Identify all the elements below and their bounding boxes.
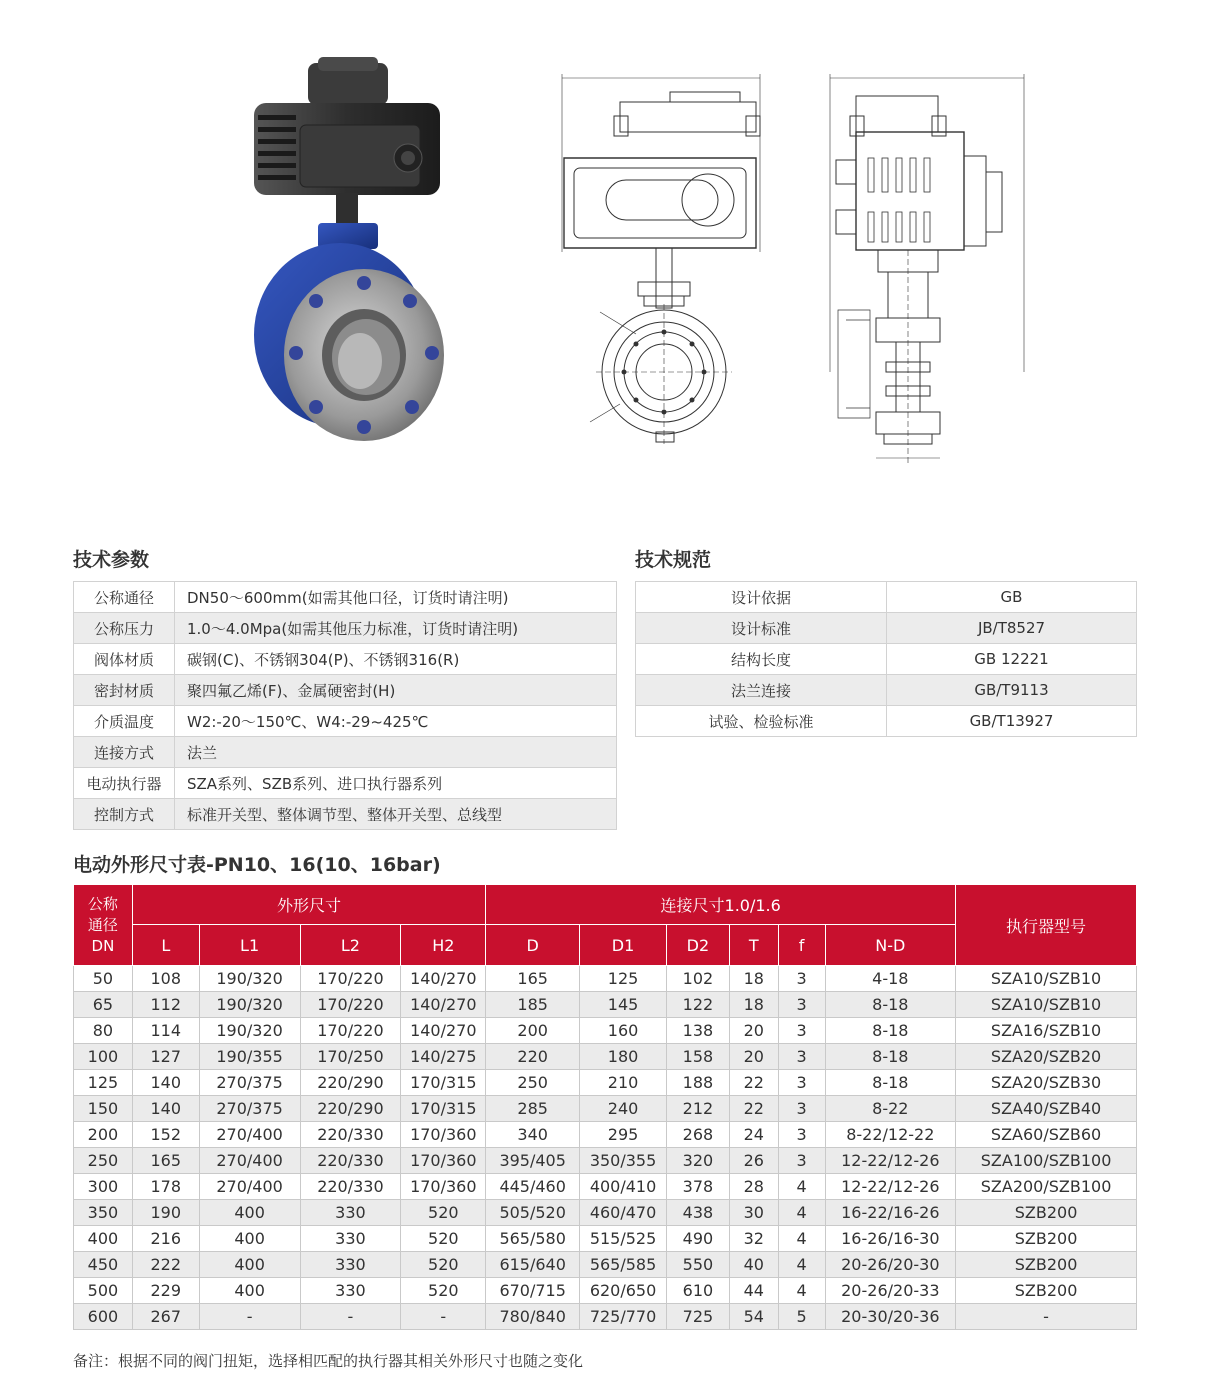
dimension-cell: 190/320: [199, 1018, 300, 1044]
dimension-cell: 12-22/12-26: [825, 1174, 956, 1200]
dimension-cell: 140/270: [401, 992, 486, 1018]
dn-cell: 80: [74, 1018, 133, 1044]
dimension-cell: 44: [729, 1278, 778, 1304]
table-row: [74, 768, 617, 799]
dimension-cell: 112: [132, 992, 199, 1018]
dimension-cell: 212: [667, 1096, 730, 1122]
actuator-model-cell: SZA20/SZB30: [956, 1070, 1137, 1096]
param-key: 阀体材质: [74, 644, 175, 675]
param-key: 连接方式: [74, 737, 175, 768]
dimension-cell: 550: [667, 1252, 730, 1278]
dimension-cell: 4: [778, 1200, 825, 1226]
table-row: [636, 613, 1137, 644]
param-key: 电动执行器: [74, 768, 175, 799]
table-row: [74, 644, 617, 675]
dn-cell: 100: [74, 1044, 133, 1070]
dn-cell: 125: [74, 1070, 133, 1096]
dimension-cell: 445/460: [486, 1174, 580, 1200]
dimension-cell: 8-18: [825, 992, 956, 1018]
dn-cell: 250: [74, 1148, 133, 1174]
dimension-cell: 210: [580, 1070, 667, 1096]
dimension-cell: 18: [729, 992, 778, 1018]
dimension-cell: 3: [778, 1122, 825, 1148]
dimension-cell: 285: [486, 1096, 580, 1122]
dimension-cell: 460/470: [580, 1200, 667, 1226]
dimension-cell: 170/360: [401, 1148, 486, 1174]
dimensions-table: [73, 884, 1137, 1330]
dimension-cell: 20: [729, 1044, 778, 1070]
table-row: [74, 1122, 1137, 1148]
dimension-cell: 330: [300, 1252, 401, 1278]
dimension-cell: 140/275: [401, 1044, 486, 1070]
dimension-cell: 102: [667, 966, 730, 992]
dimension-cell: 400: [199, 1226, 300, 1252]
dn-cell: 500: [74, 1278, 133, 1304]
dn-cell: 50: [74, 966, 133, 992]
param-value: 聚四氟乙烯(F)、金属硬密封(H): [175, 675, 617, 706]
dimension-cell: 30: [729, 1200, 778, 1226]
table-row: [74, 706, 617, 737]
dimension-cell: 170/220: [300, 992, 401, 1018]
dimension-cell: 4: [778, 1252, 825, 1278]
dimension-cell: 3: [778, 966, 825, 992]
norm-key: 设计依据: [636, 582, 887, 613]
actuator-model-cell: SZA100/SZB100: [956, 1148, 1137, 1174]
param-value: 法兰: [175, 737, 617, 768]
table-row: [636, 706, 1137, 737]
dimension-cell: 240: [580, 1096, 667, 1122]
dimension-cell: 16-22/16-26: [825, 1200, 956, 1226]
dimension-cell: 520: [401, 1252, 486, 1278]
param-value: SZA系列、SZB系列、进口执行器系列: [175, 768, 617, 799]
dimension-cell: 515/525: [580, 1226, 667, 1252]
actuator-model-cell: SZA10/SZB10: [956, 992, 1137, 1018]
dimension-cell: 170/315: [401, 1096, 486, 1122]
norm-value: JB/T8527: [887, 613, 1137, 644]
dimension-cell: 140: [132, 1096, 199, 1122]
table-row: [74, 1096, 1137, 1122]
dimension-cell: -: [199, 1304, 300, 1330]
dimension-cell: 220/290: [300, 1070, 401, 1096]
actuator-model-cell: SZB200: [956, 1252, 1137, 1278]
front-view-drawing: [560, 72, 765, 444]
dimension-cell: 170/315: [401, 1070, 486, 1096]
dimension-cell: 165: [132, 1148, 199, 1174]
dimension-cell: 250: [486, 1070, 580, 1096]
dimension-cell: 190/355: [199, 1044, 300, 1070]
dimension-cell: 267: [132, 1304, 199, 1330]
dimension-cell: 8-22: [825, 1096, 956, 1122]
dimension-cell: 330: [300, 1226, 401, 1252]
norm-key: 设计标准: [636, 613, 887, 644]
dimension-cell: 268: [667, 1122, 730, 1148]
dimension-cell: 565/585: [580, 1252, 667, 1278]
dimension-cell: 350/355: [580, 1148, 667, 1174]
dimension-cell: 5: [778, 1304, 825, 1330]
column-header: N-D: [825, 925, 956, 966]
dimension-cell: 438: [667, 1200, 730, 1226]
footnote: 备注：根据不同的阀门扭矩，选择相匹配的执行器其相关外形尺寸也随之变化: [73, 1352, 584, 1370]
param-value: 1.0～4.0Mpa(如需其他压力标准，订货时请注明): [175, 613, 617, 644]
dimension-cell: 400/410: [580, 1174, 667, 1200]
dimension-cell: 330: [300, 1278, 401, 1304]
dimension-cell: 725: [667, 1304, 730, 1330]
dimension-cell: 170/220: [300, 966, 401, 992]
column-header: f: [778, 925, 825, 966]
actuator-model-cell: -: [956, 1304, 1137, 1330]
dimension-cell: 520: [401, 1226, 486, 1252]
dimension-cell: 4: [778, 1278, 825, 1304]
valve-product-photo: [248, 55, 448, 445]
params-table: [73, 581, 617, 830]
table-row: [74, 1174, 1137, 1200]
column-header: H2: [401, 925, 486, 966]
dimension-cell: 222: [132, 1252, 199, 1278]
dimension-cell: 400: [199, 1200, 300, 1226]
table-row: [636, 582, 1137, 613]
dimension-cell: 3: [778, 1148, 825, 1174]
dimension-cell: 16-26/16-30: [825, 1226, 956, 1252]
param-value: 标准开关型、整体调节型、整体开关型、总线型: [175, 799, 617, 830]
dimension-cell: 220/330: [300, 1174, 401, 1200]
dimension-cell: 200: [486, 1018, 580, 1044]
dimension-cell: 220/330: [300, 1148, 401, 1174]
dimensions-table-body: [74, 966, 1137, 1330]
dimension-cell: 4: [778, 1174, 825, 1200]
dimension-cell: 270/375: [199, 1070, 300, 1096]
column-header: D2: [667, 925, 730, 966]
table-row: [74, 1252, 1137, 1278]
dimension-cell: 170/220: [300, 1018, 401, 1044]
actuator-model-cell: SZA10/SZB10: [956, 966, 1137, 992]
dimension-cell: 8-18: [825, 1018, 956, 1044]
dimension-cell: 138: [667, 1018, 730, 1044]
dimension-cell: 8-18: [825, 1070, 956, 1096]
param-key: 公称压力: [74, 613, 175, 644]
dimension-cell: 725/770: [580, 1304, 667, 1330]
table-row: [74, 582, 617, 613]
dn-cell: 300: [74, 1174, 133, 1200]
dimension-cell: 378: [667, 1174, 730, 1200]
param-key: 密封材质: [74, 675, 175, 706]
actuator-model-cell: SZB200: [956, 1278, 1137, 1304]
dimension-cell: 26: [729, 1148, 778, 1174]
dimension-cell: 24: [729, 1122, 778, 1148]
dimension-cell: 152: [132, 1122, 199, 1148]
dimension-cell: 28: [729, 1174, 778, 1200]
dimension-cell: 158: [667, 1044, 730, 1070]
dimension-cell: 270/400: [199, 1122, 300, 1148]
dimension-cell: 20-30/20-36: [825, 1304, 956, 1330]
actuator-model-cell: SZA60/SZB60: [956, 1122, 1137, 1148]
dn-header-line: DN: [91, 936, 115, 955]
dimension-cell: 140/270: [401, 966, 486, 992]
param-key: 介质温度: [74, 706, 175, 737]
dimension-cell: 190/320: [199, 992, 300, 1018]
dimension-cell: 178: [132, 1174, 199, 1200]
norm-value: GB/T13927: [887, 706, 1137, 737]
dn-cell: 200: [74, 1122, 133, 1148]
dimension-cell: 270/400: [199, 1148, 300, 1174]
dimension-cell: 220: [486, 1044, 580, 1070]
dimension-cell: 145: [580, 992, 667, 1018]
dimension-cell: 270/400: [199, 1174, 300, 1200]
actuator-model-cell: SZA200/SZB100: [956, 1174, 1137, 1200]
dimension-cell: 32: [729, 1226, 778, 1252]
param-value: W2:-20～150℃、W4:-29~425℃: [175, 706, 617, 737]
dimension-cell: 160: [580, 1018, 667, 1044]
norms-table: [635, 581, 1137, 737]
dimension-cell: 170/250: [300, 1044, 401, 1070]
dimension-cell: 190: [132, 1200, 199, 1226]
dimension-cell: 188: [667, 1070, 730, 1096]
actuator-model-cell: SZB200: [956, 1226, 1137, 1252]
dimension-cell: 220/290: [300, 1096, 401, 1122]
dimension-cell: 3: [778, 992, 825, 1018]
dn-cell: 350: [74, 1200, 133, 1226]
dimension-cell: 220/330: [300, 1122, 401, 1148]
dimension-cell: 520: [401, 1278, 486, 1304]
dimension-cell: 40: [729, 1252, 778, 1278]
column-header: D: [486, 925, 580, 966]
param-value: 碳钢(C)、不锈钢304(P)、不锈钢316(R): [175, 644, 617, 675]
dimension-cell: 108: [132, 966, 199, 992]
dimension-cell: 127: [132, 1044, 199, 1070]
column-header: D1: [580, 925, 667, 966]
norm-value: GB 12221: [887, 644, 1137, 675]
dimension-cell: 12-22/12-26: [825, 1148, 956, 1174]
dimension-cell: 185: [486, 992, 580, 1018]
table-row: [74, 992, 1137, 1018]
dimension-cell: 20: [729, 1018, 778, 1044]
dimension-cell: 22: [729, 1070, 778, 1096]
table-row: [74, 799, 617, 830]
side-view-drawing: [828, 72, 1028, 464]
dimension-cell: 295: [580, 1122, 667, 1148]
actuator-model-cell: SZA16/SZB10: [956, 1018, 1137, 1044]
dimension-cell: 180: [580, 1044, 667, 1070]
dn-cell: 400: [74, 1226, 133, 1252]
actuator-model-cell: SZA20/SZB20: [956, 1044, 1137, 1070]
dimension-cell: 330: [300, 1200, 401, 1226]
column-header: L1: [199, 925, 300, 966]
dimension-cell: 610: [667, 1278, 730, 1304]
dimension-cell: 320: [667, 1148, 730, 1174]
dimension-cell: 20-26/20-33: [825, 1278, 956, 1304]
dimension-cell: 170/360: [401, 1174, 486, 1200]
dimension-cell: 114: [132, 1018, 199, 1044]
norm-key: 结构长度: [636, 644, 887, 675]
dimension-cell: 8-22/12-22: [825, 1122, 956, 1148]
dimensions-heading: 电动外形尺寸表-PN10、16(10、16bar): [73, 854, 441, 876]
dimension-cell: 3: [778, 1044, 825, 1070]
dimension-cell: 8-18: [825, 1044, 956, 1070]
table-row: [74, 1044, 1137, 1070]
dimension-cell: 565/580: [486, 1226, 580, 1252]
actuator-model-cell: SZB200: [956, 1200, 1137, 1226]
column-header: L: [132, 925, 199, 966]
dimension-cell: 18: [729, 966, 778, 992]
actuator-model-header: 执行器型号: [956, 885, 1137, 966]
dimension-cell: 3: [778, 1070, 825, 1096]
norm-key: 试验、检验标准: [636, 706, 887, 737]
table-row: [74, 1226, 1137, 1252]
dimension-cell: 54: [729, 1304, 778, 1330]
connection-dimensions-header: 连接尺寸1.0/1.6: [486, 885, 956, 925]
param-key: 公称通径: [74, 582, 175, 613]
dimension-cell: -: [300, 1304, 401, 1330]
table-row: [74, 1018, 1137, 1044]
dimension-cell: 170/360: [401, 1122, 486, 1148]
dimension-cell: -: [401, 1304, 486, 1330]
dimension-cell: 140: [132, 1070, 199, 1096]
dn-cell: 150: [74, 1096, 133, 1122]
dimension-cell: 4-18: [825, 966, 956, 992]
dn-header: [74, 885, 133, 966]
dn-header-line: 公称: [87, 894, 118, 913]
param-value: DN50～600mm(如需其他口径，订货时请注明): [175, 582, 617, 613]
dimension-cell: 140/270: [401, 1018, 486, 1044]
param-key: 控制方式: [74, 799, 175, 830]
outer-dimensions-header: 外形尺寸: [132, 885, 485, 925]
norm-value: GB/T9113: [887, 675, 1137, 706]
dimension-cell: 670/715: [486, 1278, 580, 1304]
dimension-cell: 190/320: [199, 966, 300, 992]
dimension-cell: 270/375: [199, 1096, 300, 1122]
table-row: [74, 1070, 1137, 1096]
table-row: [74, 675, 617, 706]
dimension-cell: 229: [132, 1278, 199, 1304]
dimension-cell: 620/650: [580, 1278, 667, 1304]
dimension-cell: 3: [778, 1018, 825, 1044]
norms-heading: 技术规范: [635, 549, 712, 571]
norm-key: 法兰连接: [636, 675, 887, 706]
dn-cell: 450: [74, 1252, 133, 1278]
column-header: T: [729, 925, 778, 966]
table-row: [74, 966, 1137, 992]
actuator-model-cell: SZA40/SZB40: [956, 1096, 1137, 1122]
dimension-cell: 400: [199, 1278, 300, 1304]
dimension-cell: 400: [199, 1252, 300, 1278]
dimension-cell: 3: [778, 1096, 825, 1122]
table-row: [74, 1278, 1137, 1304]
dimension-cell: 505/520: [486, 1200, 580, 1226]
dimension-cell: 4: [778, 1226, 825, 1252]
dimension-cell: 780/840: [486, 1304, 580, 1330]
dimension-cell: 165: [486, 966, 580, 992]
dimension-cell: 122: [667, 992, 730, 1018]
table-row: [74, 613, 617, 644]
dimension-cell: 20-26/20-30: [825, 1252, 956, 1278]
dimension-cell: 125: [580, 966, 667, 992]
dn-cell: 65: [74, 992, 133, 1018]
dimension-cell: 615/640: [486, 1252, 580, 1278]
dimension-cell: 22: [729, 1096, 778, 1122]
table-row: [74, 1200, 1137, 1226]
dimension-cell: 490: [667, 1226, 730, 1252]
table-row: [74, 1148, 1137, 1174]
dimension-cell: 340: [486, 1122, 580, 1148]
table-row: [74, 1304, 1137, 1330]
dn-header-line: 通径: [87, 915, 118, 934]
params-heading: 技术参数: [73, 549, 150, 571]
column-header: L2: [300, 925, 401, 966]
table-row: [74, 737, 617, 768]
norm-value: GB: [887, 582, 1137, 613]
dn-cell: 600: [74, 1304, 133, 1330]
dimension-cell: 395/405: [486, 1148, 580, 1174]
dimension-cell: 216: [132, 1226, 199, 1252]
table-row: [636, 644, 1137, 675]
dimension-cell: 520: [401, 1200, 486, 1226]
table-row: [636, 675, 1137, 706]
